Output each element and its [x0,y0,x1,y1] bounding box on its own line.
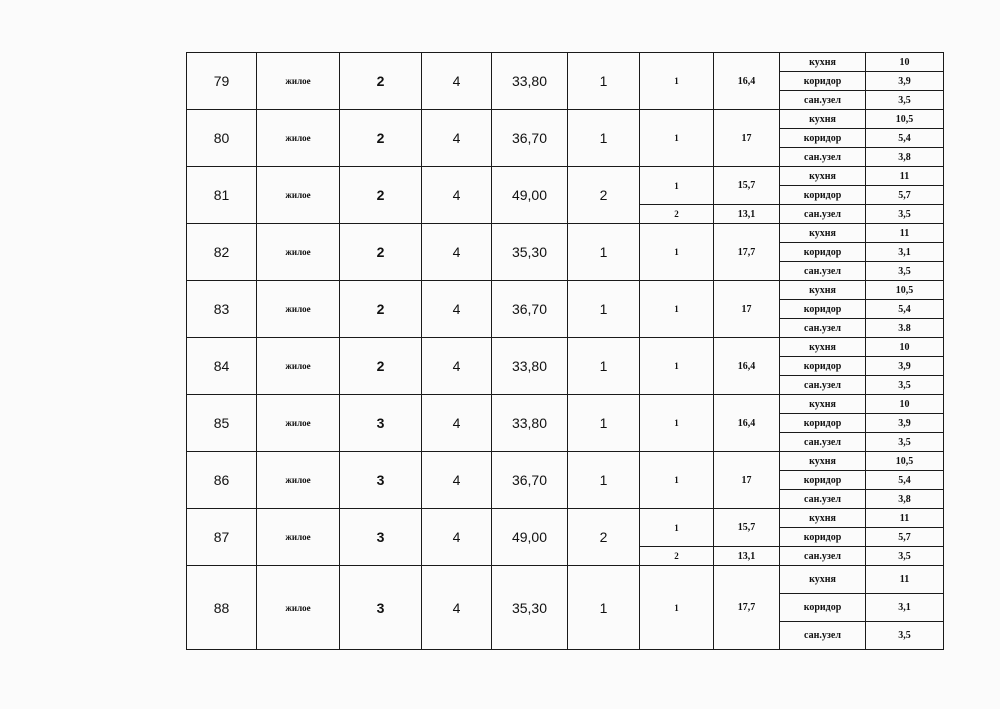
room-number: 1 [640,395,714,452]
aux-room-name: кухня [780,167,866,186]
aux-room-area: 3,5 [866,622,944,650]
aux-room-area: 3,9 [866,414,944,433]
room-area: 17 [714,281,780,338]
rooms-count: 1 [568,452,640,509]
floor: 3 [340,395,422,452]
apartment-number: 81 [187,167,257,224]
aux-room-area: 3,8 [866,148,944,167]
aux-room-area: 11 [866,167,944,186]
apartment-number: 87 [187,509,257,566]
aux-room-area: 3,9 [866,72,944,91]
aux-room-area: 3,9 [866,357,944,376]
aux-room-area: 5,4 [866,129,944,148]
aux-room-area: 10,5 [866,281,944,300]
aux-room-area: 3,5 [866,205,944,224]
aux-room-area: 3.8 [866,319,944,338]
aux-room-name: кухня [780,395,866,414]
purpose: жилое [257,566,340,650]
total-area: 49,00 [492,167,568,224]
apartment-number: 84 [187,338,257,395]
aux-room-name: коридор [780,72,866,91]
section: 4 [422,224,492,281]
section: 4 [422,566,492,650]
room-area: 17,7 [714,566,780,650]
room-number: 1 [640,110,714,167]
aux-room-name: коридор [780,528,866,547]
table-row [187,509,944,528]
aux-room-name: коридор [780,129,866,148]
room-area: 17,7 [714,224,780,281]
aux-room-area: 5,7 [866,186,944,205]
aux-room-area: 3,5 [866,376,944,395]
room-area: 17 [714,452,780,509]
aux-room-area: 5,4 [866,471,944,490]
aux-room-name: коридор [780,414,866,433]
purpose: жилое [257,452,340,509]
purpose: жилое [257,110,340,167]
aux-room-name: кухня [780,281,866,300]
apartment-number: 79 [187,53,257,110]
room-number: 1 [640,224,714,281]
room-area: 16,4 [714,338,780,395]
apartment-number: 88 [187,566,257,650]
table-row [187,338,944,357]
purpose: жилое [257,395,340,452]
aux-room-area: 10,5 [866,110,944,129]
purpose: жилое [257,224,340,281]
floor: 3 [340,509,422,566]
aux-room-name: сан.узел [780,148,866,167]
section: 4 [422,452,492,509]
aux-room-area: 3,5 [866,262,944,281]
section: 4 [422,167,492,224]
rooms-count: 2 [568,509,640,566]
aux-room-area: 3,8 [866,490,944,509]
total-area: 36,70 [492,281,568,338]
total-area: 33,80 [492,53,568,110]
section: 4 [422,53,492,110]
table-row [187,452,944,471]
aux-room-area: 10 [866,338,944,357]
aux-room-name: кухня [780,566,866,594]
rooms-count: 1 [568,224,640,281]
apartments-table [186,52,944,650]
floor: 3 [340,452,422,509]
aux-room-area: 10,5 [866,452,944,471]
aux-room-area: 3,1 [866,243,944,262]
aux-room-name: кухня [780,338,866,357]
room-area: 16,4 [714,53,780,110]
aux-room-name: кухня [780,224,866,243]
section: 4 [422,509,492,566]
aux-room-name: коридор [780,243,866,262]
purpose: жилое [257,167,340,224]
aux-room-name: кухня [780,452,866,471]
floor: 2 [340,110,422,167]
aux-room-area: 5,7 [866,528,944,547]
aux-room-name: сан.узел [780,262,866,281]
apartments-table-body [187,53,944,650]
total-area: 36,70 [492,110,568,167]
room-area: 15,7 [714,167,780,205]
total-area: 49,00 [492,509,568,566]
aux-room-name: сан.узел [780,622,866,650]
room-number: 1 [640,338,714,395]
rooms-count: 1 [568,338,640,395]
rooms-count: 1 [568,395,640,452]
room-number: 1 [640,53,714,110]
table-row [187,53,944,72]
total-area: 36,70 [492,452,568,509]
table-row [187,395,944,414]
aux-room-area: 5,4 [866,300,944,319]
aux-room-name: сан.узел [780,547,866,566]
rooms-count: 1 [568,110,640,167]
floor: 2 [340,224,422,281]
room-number: 2 [640,205,714,224]
aux-room-name: кухня [780,53,866,72]
room-number: 1 [640,566,714,650]
aux-room-name: коридор [780,300,866,319]
aux-room-name: сан.узел [780,490,866,509]
aux-room-area: 3,5 [866,547,944,566]
total-area: 35,30 [492,224,568,281]
section: 4 [422,338,492,395]
room-number: 1 [640,281,714,338]
room-area: 15,7 [714,509,780,547]
aux-room-name: коридор [780,357,866,376]
aux-room-name: коридор [780,186,866,205]
room-area: 16,4 [714,395,780,452]
room-area: 13,1 [714,547,780,566]
section: 4 [422,395,492,452]
table-row [187,110,944,129]
room-number: 1 [640,509,714,547]
room-number: 1 [640,167,714,205]
aux-room-area: 11 [866,509,944,528]
aux-room-name: сан.узел [780,319,866,338]
aux-room-name: кухня [780,110,866,129]
aux-room-area: 3,5 [866,433,944,452]
purpose: жилое [257,509,340,566]
apartment-number: 80 [187,110,257,167]
floor: 2 [340,167,422,224]
room-area: 17 [714,110,780,167]
table-row [187,566,944,594]
section: 4 [422,281,492,338]
total-area: 33,80 [492,338,568,395]
aux-room-name: коридор [780,594,866,622]
aux-room-name: сан.узел [780,376,866,395]
rooms-count: 1 [568,566,640,650]
room-area: 13,1 [714,205,780,224]
purpose: жилое [257,281,340,338]
rooms-count: 2 [568,167,640,224]
aux-room-area: 11 [866,224,944,243]
floor: 2 [340,281,422,338]
rooms-count: 1 [568,53,640,110]
aux-room-area: 3,5 [866,91,944,110]
room-number: 2 [640,547,714,566]
floor: 2 [340,53,422,110]
section: 4 [422,110,492,167]
aux-room-area: 11 [866,566,944,594]
floor: 2 [340,338,422,395]
table-row [187,167,944,186]
table-row [187,281,944,300]
rooms-count: 1 [568,281,640,338]
apartment-number: 85 [187,395,257,452]
aux-room-area: 3,1 [866,594,944,622]
purpose: жилое [257,338,340,395]
room-number: 1 [640,452,714,509]
apartment-number: 86 [187,452,257,509]
aux-room-area: 10 [866,395,944,414]
aux-room-name: сан.узел [780,433,866,452]
aux-room-area: 10 [866,53,944,72]
aux-room-name: сан.узел [780,91,866,110]
total-area: 35,30 [492,566,568,650]
apartment-number: 83 [187,281,257,338]
total-area: 33,80 [492,395,568,452]
table-row [187,224,944,243]
floor: 3 [340,566,422,650]
aux-room-name: сан.узел [780,205,866,224]
purpose: жилое [257,53,340,110]
aux-room-name: кухня [780,509,866,528]
apartment-number: 82 [187,224,257,281]
aux-room-name: коридор [780,471,866,490]
